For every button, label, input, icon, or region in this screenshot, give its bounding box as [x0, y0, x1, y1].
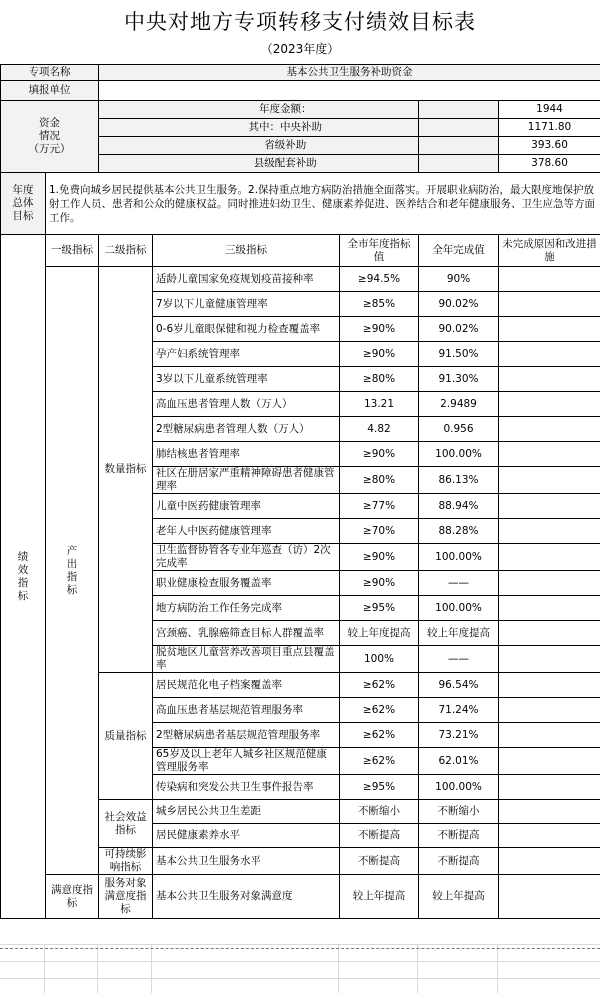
annual-done-value: —— [419, 646, 499, 673]
level1-indicator: 满意度指标 [46, 875, 99, 919]
city-target-value: 13.21 [340, 392, 419, 417]
level1-indicator: 产出指标 [46, 267, 99, 875]
annual-done-value: 62.01% [419, 748, 499, 775]
city-target-value: ≥90% [340, 342, 419, 367]
annual-done-value: 不断提高 [419, 824, 499, 848]
indicator-name: 适龄儿童国家免疫规划疫苗接种率 [153, 267, 340, 292]
reason-value [499, 317, 600, 342]
reason-value [499, 824, 600, 848]
city-target-header: 全市年度指标值 [340, 235, 419, 267]
indicator-name: 宫颈癌、乳腺癌筛查目标人群覆盖率 [153, 621, 340, 646]
reason-value [499, 292, 600, 317]
level2-indicator: 数量指标 [99, 267, 153, 673]
funds-spacer [99, 137, 153, 155]
city-target-value: 4.82 [340, 417, 419, 442]
reason-header: 未完成原因和改进措施 [499, 235, 600, 267]
perf-indicator-label: 绩效指标 [1, 235, 46, 919]
reason-value [499, 571, 600, 596]
city-target-value: ≥62% [340, 748, 419, 775]
annual-done-value: 91.30% [419, 367, 499, 392]
reason-value [499, 467, 600, 494]
filler-value [99, 81, 600, 101]
annual-done-value: 90.02% [419, 292, 499, 317]
funds-item-label: 省级补助 [153, 137, 419, 155]
goal-row [1, 173, 600, 235]
reason-value [499, 748, 600, 775]
goal-label [1, 173, 46, 235]
funds-item-value: 378.60 [499, 155, 600, 173]
annual-done-value: 100.00% [419, 596, 499, 621]
funds-label-line: 情况 [39, 130, 60, 142]
indicator-name: 2型糖尿病患者基层规范管理服务率 [153, 723, 340, 748]
year-subtitle: （2023年度） [260, 42, 340, 56]
indicator-name: 高血压患者管理人数（万人） [153, 392, 340, 417]
spreadsheet-gridlines [0, 944, 600, 993]
project-name-label: 专项名称 [1, 65, 99, 81]
city-target-value: ≥94.5% [340, 267, 419, 292]
reason-value [499, 673, 600, 698]
city-target-value: ≥90% [340, 317, 419, 342]
city-target-value: ≥95% [340, 775, 419, 800]
funds-item-label: 年度金额： [153, 101, 419, 119]
annual-done-value: 2.9489 [419, 392, 499, 417]
indicator-name: 0-6岁儿童眼保健和视力检查覆盖率 [153, 317, 340, 342]
funds-item-label: 其中：中央补助 [153, 119, 419, 137]
reason-value [499, 646, 600, 673]
reason-value [499, 875, 600, 919]
funds-item-value: 1944 [499, 101, 600, 119]
indicator-name: 肺结核患者管理率 [153, 442, 340, 467]
reason-value [499, 800, 600, 824]
indicator-name: 居民健康素养水平 [153, 824, 340, 848]
annual-done-value: 88.94% [419, 494, 499, 519]
filler-row [1, 81, 600, 101]
funds-gap [419, 119, 499, 137]
city-target-value: ≥70% [340, 519, 419, 544]
indicator-name: 孕产妇系统管理率 [153, 342, 340, 367]
funds-spacer [99, 119, 153, 137]
funds-spacer [99, 101, 153, 119]
annual-done-value: 100.00% [419, 544, 499, 571]
city-target-value: 100% [340, 646, 419, 673]
funds-item-value: 393.60 [499, 137, 600, 155]
page-title: 中央对地方专项转移支付绩效目标表 [124, 10, 476, 34]
reason-value [499, 621, 600, 646]
level2-indicator: 可持续影响指标 [99, 848, 153, 875]
funds-label-line: 资金 [39, 117, 60, 129]
level1-header: 一级指标 [46, 235, 99, 267]
annual-done-value: 90% [419, 267, 499, 292]
reason-value [499, 417, 600, 442]
indicator-name: 3岁以下儿童系统管理率 [153, 367, 340, 392]
annual-done-value: —— [419, 571, 499, 596]
indicator-name: 居民规范化电子档案覆盖率 [153, 673, 340, 698]
goal-text: 1.免费向城乡居民提供基本公共卫生服务。2.保持重点地方病防治措施全面落实。开展职业病防治，最大限度地保护放射工作人员、患者和公众的健康权益。同时推进妇幼卫生、健康素养促进、医养结合和老年健康服务、卫生应急等方面工作。 [46, 173, 600, 235]
city-target-value: ≥62% [340, 723, 419, 748]
goal-label-line: 目标 [12, 210, 34, 222]
city-target-value: ≥62% [340, 673, 419, 698]
city-target-value: ≥90% [340, 571, 419, 596]
annual-done-value: 较上年度提高 [419, 621, 499, 646]
annual-done-value: 不断提高 [419, 848, 499, 875]
indicator-name: 城乡居民公共卫生差距 [153, 800, 340, 824]
funds-spacer [99, 155, 153, 173]
annual-done-value: 88.28% [419, 519, 499, 544]
indicator-name: 7岁以下儿童健康管理率 [153, 292, 340, 317]
level2-indicator: 服务对象满意度指标 [99, 875, 153, 919]
city-target-value: ≥77% [340, 494, 419, 519]
city-target-value: 不断提高 [340, 848, 419, 875]
reason-value [499, 698, 600, 723]
annual-done-value: 96.54% [419, 673, 499, 698]
annual-done-value: 较上年提高 [419, 875, 499, 919]
reason-value [499, 544, 600, 571]
performance-table [0, 64, 600, 919]
annual-done-value: 71.24% [419, 698, 499, 723]
indicator-row [1, 875, 600, 919]
funds-item-label: 县级配套补助 [153, 155, 419, 173]
indicator-name: 基本公共卫生服务对象满意度 [153, 875, 340, 919]
reason-value [499, 494, 600, 519]
annual-done-value: 不断缩小 [419, 800, 499, 824]
annual-done-value: 100.00% [419, 775, 499, 800]
indicator-name: 传染病和突发公共卫生事件报告率 [153, 775, 340, 800]
annual-done-header: 全年完成值 [419, 235, 499, 267]
indicator-name: 2型糖尿病患者管理人数（万人） [153, 417, 340, 442]
indicator-name: 老年人中医药健康管理率 [153, 519, 340, 544]
funds-gap [419, 155, 499, 173]
city-target-value: ≥95% [340, 596, 419, 621]
funds-label-line: （万元） [28, 143, 71, 155]
annual-done-value: 0.956 [419, 417, 499, 442]
reason-value [499, 442, 600, 467]
funds-gap [419, 137, 499, 155]
city-target-value: ≥85% [340, 292, 419, 317]
city-target-value: ≥62% [340, 698, 419, 723]
indicator-name: 脱贫地区儿童营养改善项目重点县覆盖率 [153, 646, 340, 673]
annual-done-value: 90.02% [419, 317, 499, 342]
level2-header: 二级指标 [99, 235, 153, 267]
indicator-name: 儿童中医药健康管理率 [153, 494, 340, 519]
city-target-value: 不断缩小 [340, 800, 419, 824]
reason-value [499, 392, 600, 417]
indicator-name: 地方病防治工作任务完成率 [153, 596, 340, 621]
city-target-value: ≥90% [340, 442, 419, 467]
annual-done-value: 100.00% [419, 442, 499, 467]
city-target-value: ≥80% [340, 367, 419, 392]
indicator-name: 65岁及以上老年人城乡社区规范健康管理服务率 [153, 748, 340, 775]
city-target-value: ≥80% [340, 467, 419, 494]
indicator-row [1, 267, 600, 292]
reason-value [499, 342, 600, 367]
indicator-name: 高血压患者基层规范管理服务率 [153, 698, 340, 723]
page-break-line [0, 948, 600, 949]
funds-label [1, 101, 99, 173]
project-name-row [1, 65, 600, 81]
header-row [1, 235, 600, 267]
city-target-value: 较上年度提高 [340, 621, 419, 646]
reason-value [499, 267, 600, 292]
city-target-value: 不断提高 [340, 824, 419, 848]
level3-header: 三级指标 [153, 235, 340, 267]
level2-indicator: 社会效益指标 [99, 800, 153, 848]
project-name-value: 基本公共卫生服务补助资金 [99, 65, 600, 81]
indicator-name: 职业健康检查服务覆盖率 [153, 571, 340, 596]
indicator-name: 社区在册居家严重精神障碍患者健康管理率 [153, 467, 340, 494]
reason-value [499, 848, 600, 875]
funds-item-value: 1171.80 [499, 119, 600, 137]
funds-gap [419, 101, 499, 119]
indicator-name: 卫生监督协管各专业年巡查（访）2次完成率 [153, 544, 340, 571]
reason-value [499, 519, 600, 544]
reason-value [499, 367, 600, 392]
reason-value [499, 596, 600, 621]
annual-done-value: 86.13% [419, 467, 499, 494]
level2-indicator: 质量指标 [99, 673, 153, 800]
reason-value [499, 723, 600, 748]
city-target-value: 较上年提高 [340, 875, 419, 919]
indicator-name: 基本公共卫生服务水平 [153, 848, 340, 875]
filler-label: 填报单位 [1, 81, 99, 101]
annual-done-value: 91.50% [419, 342, 499, 367]
reason-value [499, 775, 600, 800]
goal-label-line: 年度 [12, 184, 34, 196]
funds-row [1, 101, 600, 119]
city-target-value: ≥90% [340, 544, 419, 571]
goal-label-line: 总体 [12, 197, 34, 209]
annual-done-value: 73.21% [419, 723, 499, 748]
